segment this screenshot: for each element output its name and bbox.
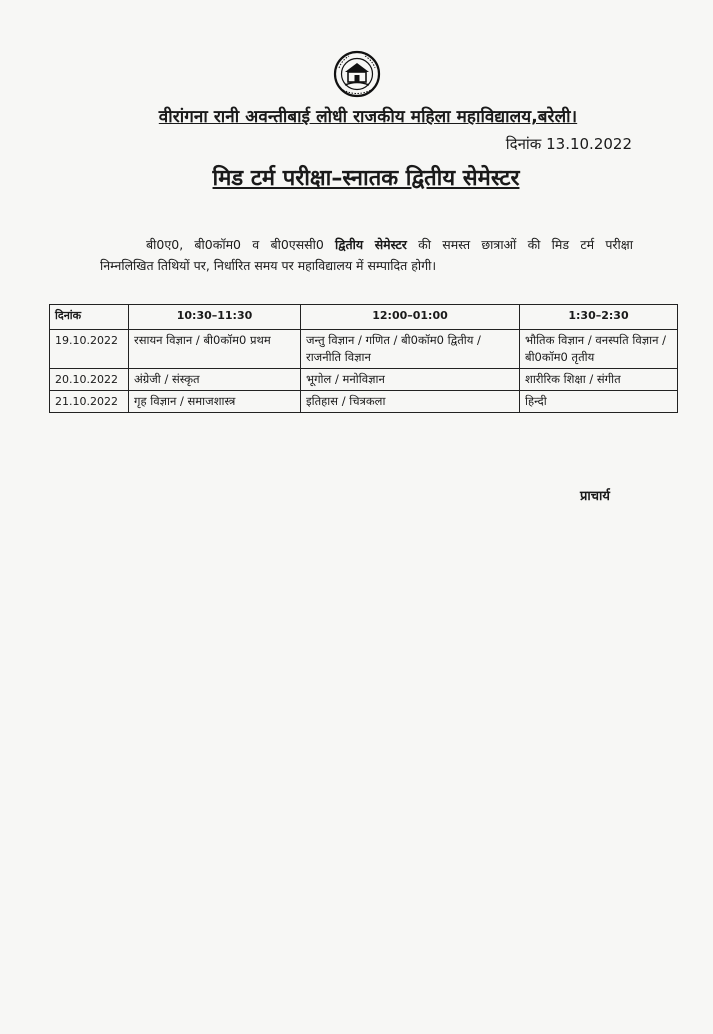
date-label: दिनांक [505,135,542,153]
date-value: 13.10.2022 [546,135,632,153]
table-header-row [50,305,678,330]
column-header-slot-1: 10:30–11:30 [129,305,301,330]
table-cell: गृह विज्ञान / समाजशास्त्र [129,391,301,413]
college-emblem-logo [333,50,381,98]
table-row [50,391,678,413]
college-name: वीरांगना रानी अवन्तीबाई लोधी राजकीय महिला महाविद्यालय,बरेली। [158,107,578,127]
table-cell: शारीरिक शिक्षा / संगीत [520,369,678,391]
notice-line-2: निम्नलिखित तिथियों पर, निर्धारित समय पर महाविद्यालय में सम्पादित होगी। [100,258,437,273]
exam-schedule-table [49,304,678,413]
page-title: मिड टर्म परीक्षा–स्नातक द्वितीय सेमेस्टर [212,166,520,191]
notice-line-1 [100,234,633,255]
notice-bold-semester: द्वितीय सेमेस्टर [335,237,407,252]
notice-part-1: बी0ए0, बी0कॉम0 व बी0एससी0 [146,237,324,252]
table-cell: अंग्रेजी / संस्कृत [129,369,301,391]
table-cell: भौतिक विज्ञान / वनस्पति विज्ञान / बी0कॉम0 तृतीय [520,330,678,369]
table-cell: जन्तु विज्ञान / गणित / बी0कॉम0 द्वितीय / राजनीति विज्ञान [301,330,520,369]
row-date-cell: 19.10.2022 [50,330,129,369]
row-date-cell: 21.10.2022 [50,391,129,413]
notice-part-2: की समस्त छात्राओं की मिड टर्म परीक्षा [418,237,633,252]
issue-date [470,134,632,154]
row-date-cell: 20.10.2022 [50,369,129,391]
table-row [50,330,678,369]
notice-paragraph [100,234,633,276]
table-cell: हिन्दी [520,391,678,413]
table-cell: रसायन विज्ञान / बी0कॉम0 प्रथम [129,330,301,369]
column-header-date: दिनांक [50,305,129,330]
principal-signature-label: प्राचार्य [580,489,610,504]
column-header-slot-3: 1:30–2:30 [520,305,678,330]
table-row [50,369,678,391]
table-cell: भूगोल / मनोविज्ञान [301,369,520,391]
table-cell: इतिहास / चित्रकला [301,391,520,413]
column-header-slot-2: 12:00–01:00 [301,305,520,330]
